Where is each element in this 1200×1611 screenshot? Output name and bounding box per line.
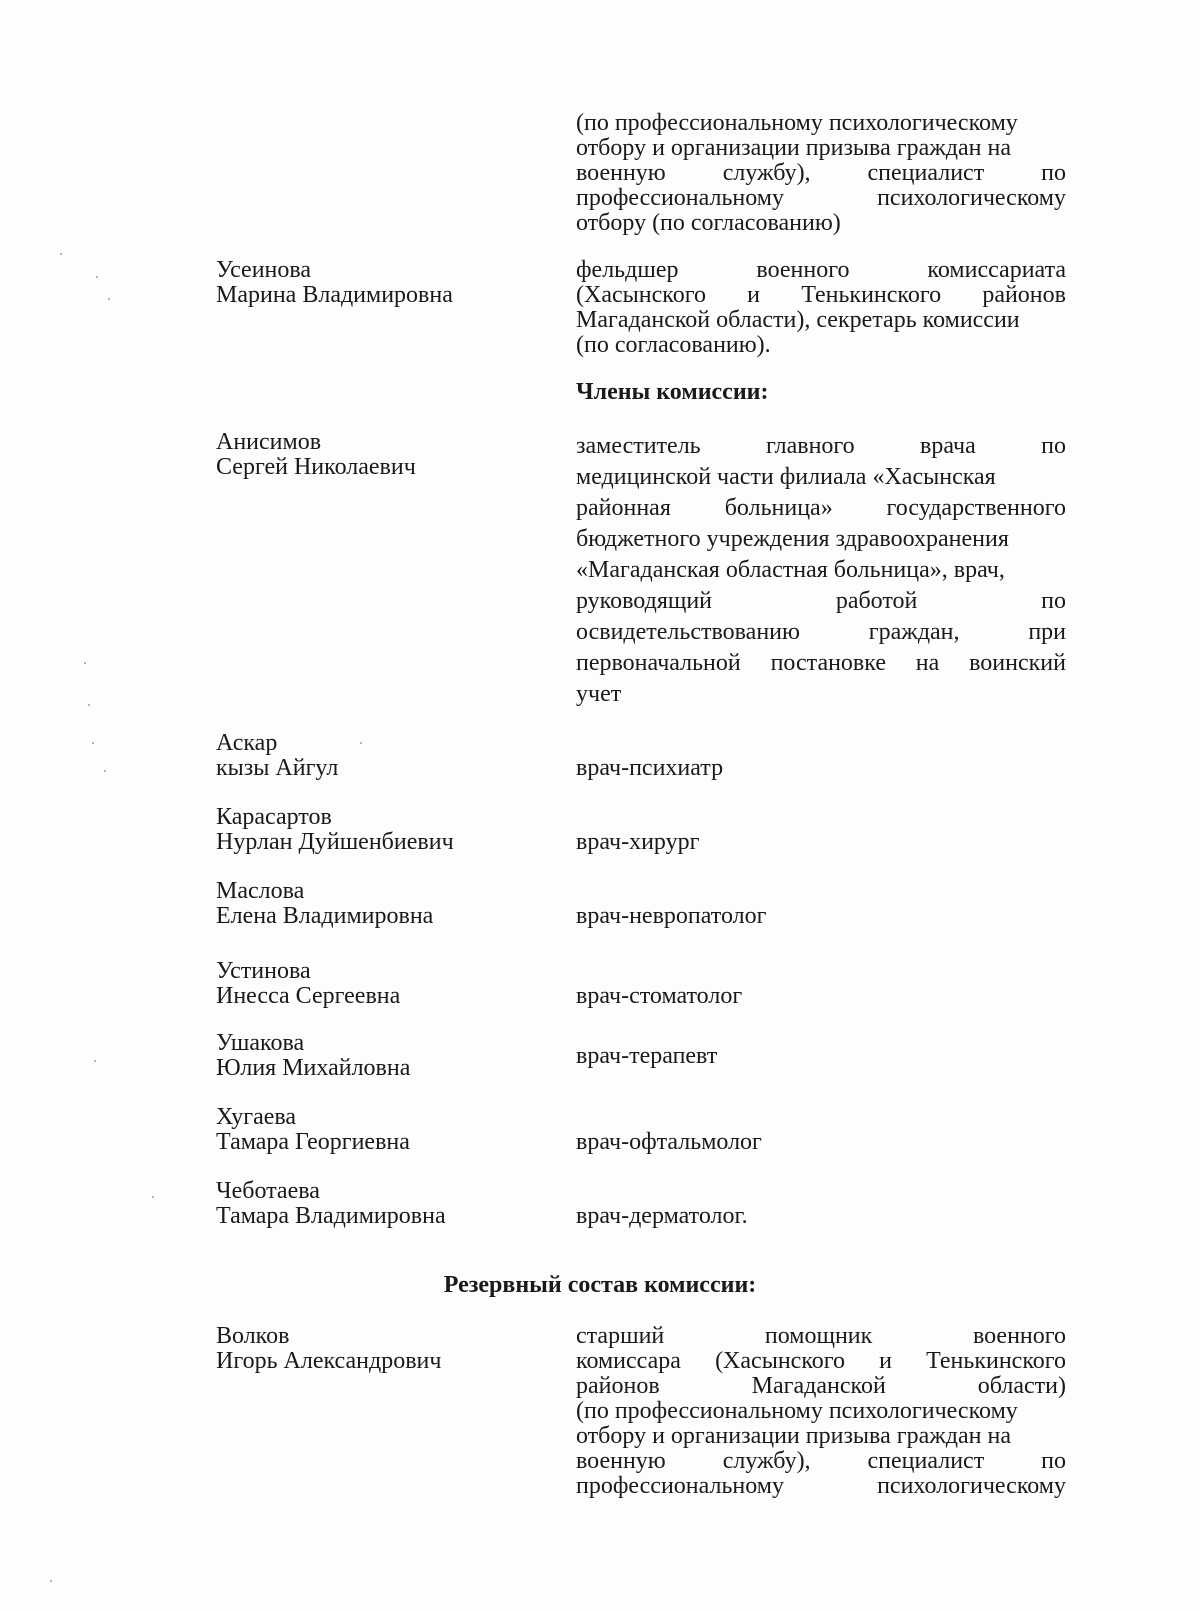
person-given-names: Елена Владимировна <box>216 903 434 929</box>
text-line-justified <box>576 186 1066 211</box>
text-line: (по согласованию). <box>576 332 771 358</box>
word: Тенькинского <box>926 1348 1066 1374</box>
person-given-names: Юлия Михайловна <box>216 1055 411 1081</box>
text-line-justified <box>576 589 1066 614</box>
word: главного <box>765 433 855 459</box>
person-given-names: Тамара Владимировна <box>216 1203 446 1229</box>
text-line-justified <box>576 161 1066 186</box>
person-given-names: Тамара Георгиевна <box>216 1129 410 1155</box>
word: профессиональному <box>576 185 784 211</box>
text-line: отбору и организации призыва граждан на <box>576 1423 1011 1449</box>
text-line-justified <box>576 1374 1066 1399</box>
word: по <box>1041 588 1066 614</box>
word: специалист <box>867 160 985 186</box>
word: воинский <box>969 650 1066 676</box>
member-role: врач-хирург <box>576 829 700 855</box>
word: комиссариата <box>927 257 1066 283</box>
word: и <box>747 282 760 308</box>
member-role: врач-офтальмолог <box>576 1129 762 1155</box>
word: постановке <box>770 650 886 676</box>
person-given-names: Марина Владимировна <box>216 282 453 308</box>
person-surname: Карасартов <box>216 804 332 830</box>
word: службу), <box>722 160 811 186</box>
text-line: отбору и организации призыва граждан на <box>576 135 1011 161</box>
text-line: «Магаданская областная больница», врач, <box>576 557 1005 583</box>
person-given-names: Нурлан Дуйшенбиевич <box>216 829 454 855</box>
text-line: (по профессиональному психологическому <box>576 110 1018 136</box>
text-line-justified <box>576 1474 1066 1499</box>
text-line-justified <box>576 1449 1066 1474</box>
person-surname: Аскар <box>216 730 278 756</box>
word: психологическому <box>877 185 1066 211</box>
word: по <box>1041 433 1066 459</box>
word: (Хасынского <box>576 282 706 308</box>
person-surname: Анисимов <box>216 429 322 455</box>
text-line-justified <box>576 651 1066 676</box>
member-role: врач-психиатр <box>576 755 724 781</box>
word: граждан, <box>868 619 960 645</box>
word: помощник <box>764 1323 873 1349</box>
word: (Хасынского <box>715 1348 845 1374</box>
word: профессиональному <box>576 1473 784 1499</box>
word: по <box>1041 160 1066 186</box>
word: первоначальной <box>576 650 741 676</box>
member-role: врач-невропатолог <box>576 903 767 929</box>
members-heading: Члены комиссии: <box>576 379 769 405</box>
word: специалист <box>867 1448 985 1474</box>
person-given-names: Инесса Сергеевна <box>216 983 401 1009</box>
word: районов <box>576 1373 660 1399</box>
word: военного <box>756 257 850 283</box>
word: районная <box>576 495 671 521</box>
person-surname: Устинова <box>216 958 311 984</box>
person-surname: Хугаева <box>216 1104 297 1130</box>
word: государственного <box>886 495 1066 521</box>
person-surname: Ушакова <box>216 1030 305 1056</box>
word: на <box>915 650 940 676</box>
word: по <box>1041 1448 1066 1474</box>
text-line-justified <box>576 620 1066 645</box>
person-surname: Волков <box>216 1323 290 1349</box>
person-given-names: Сергей Николаевич <box>216 454 416 480</box>
word: службу), <box>722 1448 811 1474</box>
person-given-names: кызы Айгул <box>216 755 339 781</box>
text-line: учет <box>576 681 622 707</box>
word: больница» <box>724 495 833 521</box>
word: военную <box>576 160 666 186</box>
member-role: врач-терапевт <box>576 1043 718 1069</box>
text-line: бюджетного учреждения здравоохранения <box>576 526 1009 552</box>
word: районов <box>982 282 1066 308</box>
word: заместитель <box>576 433 701 459</box>
word: фельдшер <box>576 257 679 283</box>
text-line-justified <box>576 1349 1066 1374</box>
text-line-justified <box>576 434 1066 459</box>
word: старший <box>576 1323 665 1349</box>
word: области) <box>977 1373 1066 1399</box>
word: освидетельствованию <box>576 619 800 645</box>
word: врача <box>920 433 976 459</box>
text-line-justified <box>576 1324 1066 1349</box>
word: руководящий <box>576 588 713 614</box>
member-role: врач-стоматолог <box>576 983 743 1009</box>
person-surname: Чеботаева <box>216 1178 320 1204</box>
member-role: врач-дерматолог. <box>576 1203 748 1229</box>
text-line: Магаданской области), секретарь комиссии <box>576 307 1020 333</box>
person-given-names: Игорь Александрович <box>216 1348 442 1374</box>
word: при <box>1028 619 1066 645</box>
text-line-justified <box>576 258 1066 283</box>
text-line-justified <box>576 496 1066 521</box>
text-line: отбору (по согласованию) <box>576 210 841 236</box>
word: работой <box>835 588 918 614</box>
text-line-justified <box>576 283 1066 308</box>
word: комиссара <box>576 1348 681 1374</box>
reserve-heading: Резервный состав комиссии: <box>443 1272 757 1298</box>
word: Магаданской <box>751 1373 886 1399</box>
word: Тенькинского <box>801 282 942 308</box>
person-surname: Маслова <box>216 878 305 904</box>
text-line: медицинской части филиала «Хасынская <box>576 464 996 490</box>
person-surname: Усеинова <box>216 257 312 283</box>
word: психологическому <box>877 1473 1066 1499</box>
text-line: (по профессиональному психологическому <box>576 1398 1018 1424</box>
word: военную <box>576 1448 666 1474</box>
word: военного <box>972 1323 1066 1349</box>
word: и <box>879 1348 892 1374</box>
